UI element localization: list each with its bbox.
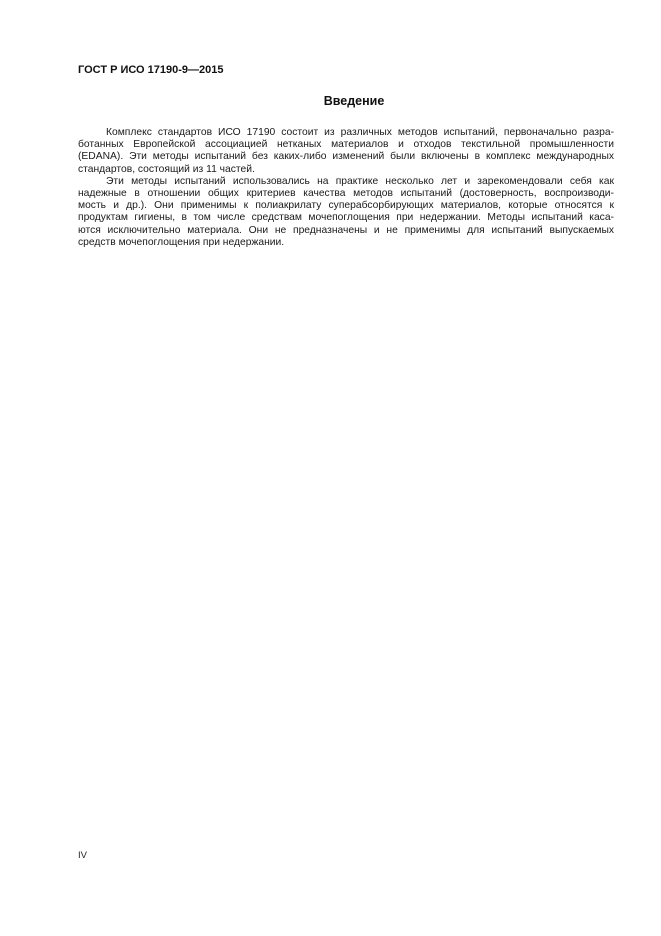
text-line: ботанных Европейской ассоциацией нетканых материалов и отходов текстильной промышленности: [78, 139, 614, 151]
text-line: (EDANA). Эти методы испытаний без каких-либо изменений были включены в комплекс международных: [78, 151, 614, 163]
text-line: стандартов, состоящий из 11 частей.: [78, 163, 255, 175]
text-line: Комплекс стандартов ИСО 17190 состоит из различных методов испытаний, первоначально разра-: [106, 127, 614, 138]
text-line: Эти методы испытаний использовались на практике несколько лет и зарекомендовали себя как: [106, 175, 614, 187]
text-line: ются исключительно материала. Они не предназначены и не применимы для испытаний выпускаемых: [78, 224, 614, 236]
text-line: мость и др.). Они применимы к полиакрилату суперабсорбирующих материалов, которые относятся к: [78, 200, 614, 212]
introduction-body: [78, 127, 614, 249]
text-line: надежные в отношении общих критериев качества методов испытаний (достоверность, воспроизводи-: [78, 187, 614, 199]
paragraph-1: [78, 127, 614, 176]
text-line: средств мочепоглощения при недержании.: [78, 236, 285, 248]
text-line: продуктам гигиены, в том числе средствам мочепоглощения при недержании. Методы испытаний каса-: [78, 212, 614, 224]
section-title: Введение: [323, 94, 385, 108]
page-number: IV: [78, 850, 87, 861]
paragraph-2: [78, 176, 614, 249]
document-code-header: ГОСТ Р ИСО 17190-9—2015: [78, 64, 224, 76]
